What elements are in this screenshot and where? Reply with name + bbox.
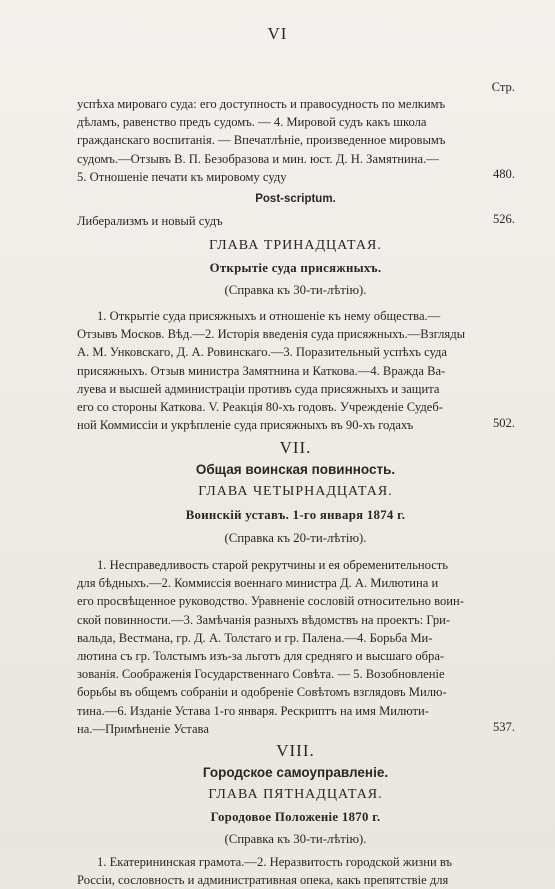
toc-line: Россіи, сословность и административная опека, какъ препятствіе для: [77, 873, 449, 888]
page-number: 480.: [492, 167, 515, 181]
toc-line: 1. Открытіе суда присяжныхъ и отношеніе къ нему общества.—: [97, 309, 441, 323]
toc-line: судомъ.—Отзывъ В. П. Безобразова и мин. юст. Д. Н. Замятнина.—: [77, 151, 439, 166]
toc-line: 1. Несправедливость старой рекрутчины и ея обременительность: [97, 558, 449, 572]
toc-line: тина.—6. Изданіе Устава 1-го января. Рескриптъ на имя Милюти-: [77, 703, 429, 718]
toc-line: луева и высшей администраціи противъ суда присяжныхъ и защита: [77, 381, 440, 396]
toc-line: вальда, Вестмана, гр. Д. А. Толстаго и гр. Палена.—4. Борьба Ми-: [77, 630, 433, 645]
toc-line: 1. Екатерининская грамота.—2. Неразвитость городской жизни въ: [97, 855, 453, 869]
part-8-section-title: Городское самоуправленіе.: [202, 765, 389, 780]
chapter-15-note: (Справка къ 30-ти-лѣтію).: [224, 832, 367, 846]
toc-entry-chapter-13: [77, 307, 514, 434]
page-number: 502.: [492, 416, 515, 430]
chapter-13-note: (Справка къ 30-ти-лѣтію).: [224, 283, 367, 297]
chapter-14-title: ГЛАВА ЧЕТЫРНАДЦАТАЯ.: [198, 484, 393, 499]
toc-entry-liberalism: [77, 212, 514, 230]
toc-entry-chapter-15: [77, 853, 514, 889]
postscript-heading: Post-scriptum.: [255, 193, 336, 205]
chapter-14-note: (Справка къ 20-ти-лѣтію).: [224, 531, 367, 545]
toc-line: борьбы въ общемъ собраніи и одобреніе Совѣтомъ взглядовъ Милю-: [77, 685, 447, 700]
chapter-13-subtitle: Открытіе суда присяжныхъ.: [209, 261, 382, 275]
part-7-section-title: Общая воинская повинность.: [195, 462, 396, 477]
part-7-roman: VII.: [279, 438, 312, 457]
toc-line: А. М. Унковскаго, Д. А. Ровинскаго.—3. Поразительный успѣхъ суда: [77, 345, 447, 360]
page-number: 526.: [492, 212, 515, 226]
toc-line: зованія. Соображенія Государственнаго Совѣта. — 5. Возобновленіе: [77, 667, 445, 682]
toc-line: ской повинности.—3. Замѣчанія разныхъ вѣдомствъ на проектъ: Гри-: [77, 612, 451, 627]
toc-line: успѣха мироваго суда: его доступность и правосудность по мелкимъ: [77, 97, 446, 111]
toc-line: лютина съ гр. Толстымъ изъ-за льготъ для средняго и высшаго обра-: [77, 649, 445, 664]
page-header-roman: VI: [267, 24, 288, 43]
toc-line: для бѣдныхъ.—2. Коммиссія военнаго министра Д. А. Милютина и: [77, 576, 439, 591]
toc-line: его просвѣщенное руководство. Уравненіе сословій относительно воин-: [77, 594, 464, 609]
page-column-label: Стр.: [491, 80, 515, 94]
toc-entry-mirovoy-sud: [77, 95, 514, 186]
toc-line: Либерализмъ и новый судъ: [77, 214, 223, 228]
chapter-15-subtitle: Городовое Положеніе 1870 г.: [210, 810, 381, 824]
toc-line: гражданскаго воспитанія. — Впечатлѣніе, произведенное мировымъ: [77, 133, 446, 148]
toc-line: его со стороны Каткова. V. Реакція 80-хъ годовъ. Учрежденіе Судеб-: [77, 400, 443, 415]
toc-line: ной Коммиссіи и укрѣпленіе суда присяжныхъ въ 90-хъ годахъ: [77, 418, 414, 433]
toc-line: дѣламъ, равенство предъ судомъ. — 4. Мировой судъ какъ школа: [77, 115, 427, 130]
toc-line: 5. Отношеніе печати къ мировому суду: [77, 169, 287, 184]
chapter-14-subtitle: Воинскій уставъ. 1-го января 1874 г.: [185, 508, 406, 522]
chapter-15-title: ГЛАВА ПЯТНАДЦАТАЯ.: [208, 787, 383, 802]
part-8-roman: VIII.: [276, 741, 315, 760]
chapter-13-title: ГЛАВА ТРИНАДЦАТАЯ.: [209, 238, 382, 253]
toc-line: Отзывъ Москов. Вѣд.—2. Исторія введенія суда присяжныхъ.—Взгляды: [77, 327, 466, 342]
toc-line: на.—Примѣненіе Устава: [77, 721, 209, 736]
toc-entry-chapter-14: [77, 556, 514, 738]
toc-line: присяжныхъ. Отзыв министра Замятнина и Каткова.—4. Вражда Ва-: [77, 363, 446, 378]
page-number: 537.: [492, 720, 515, 734]
